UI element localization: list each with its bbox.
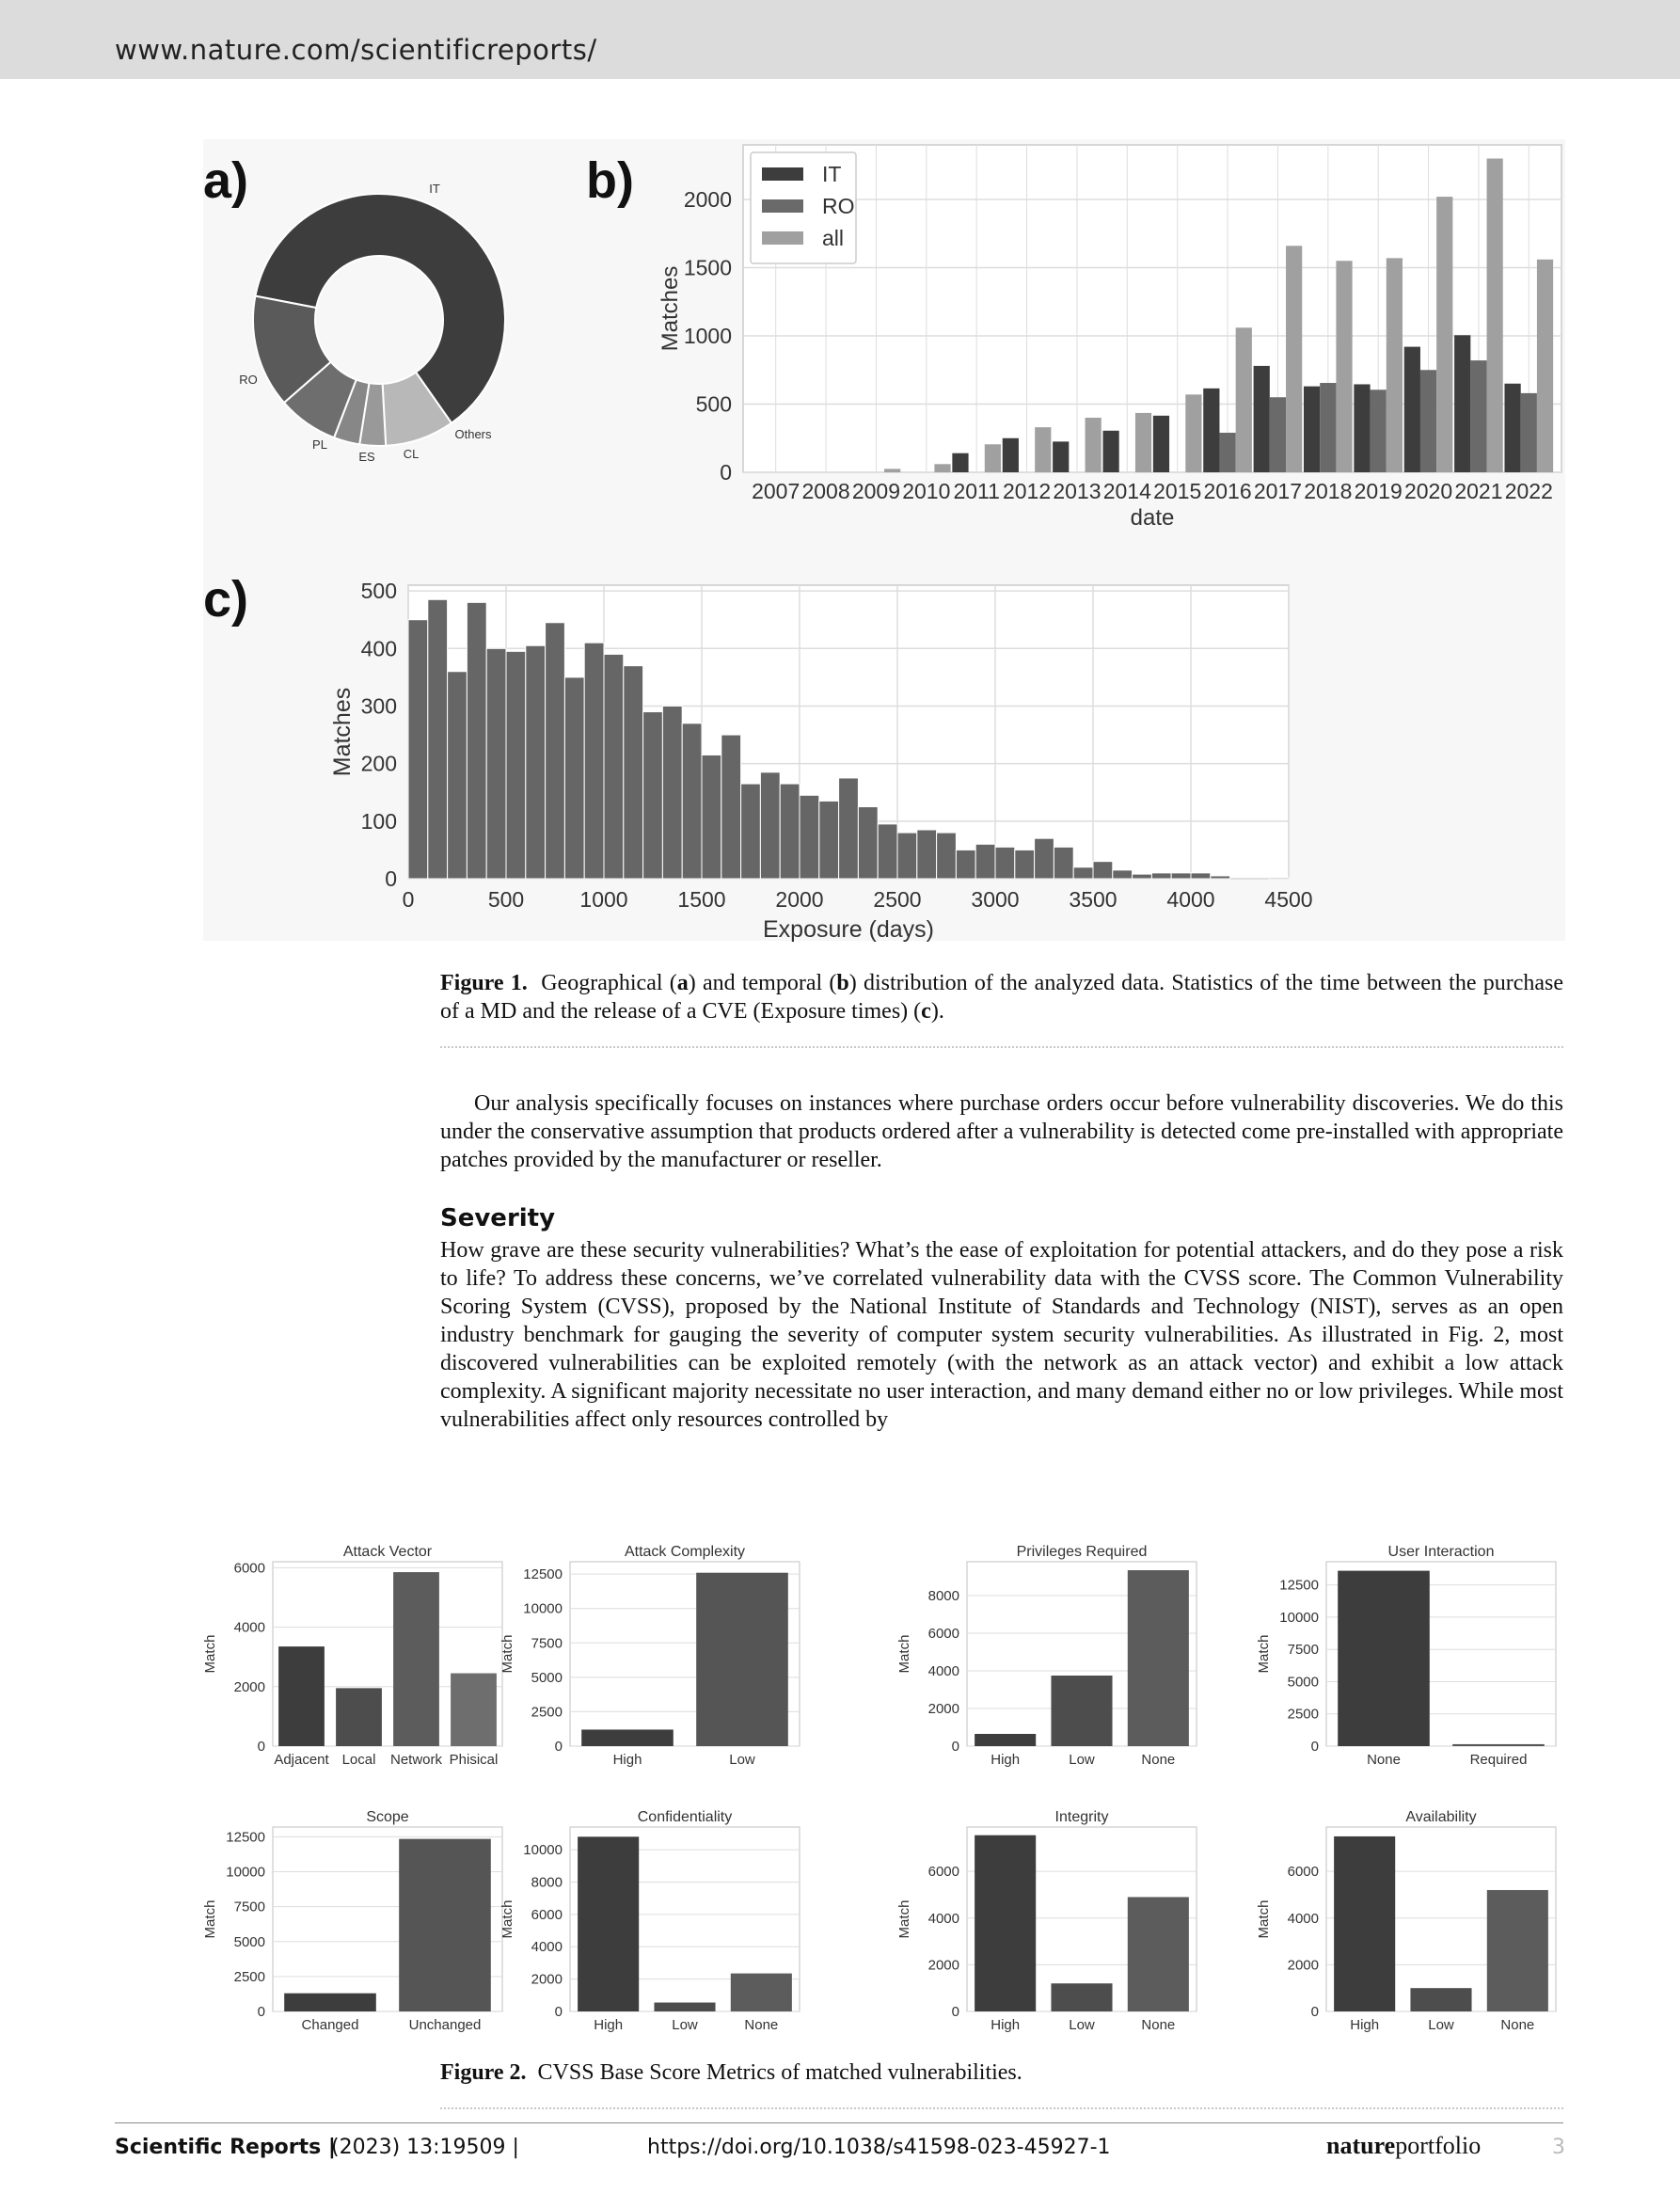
caption-part: b	[836, 971, 849, 995]
bar	[731, 1974, 792, 2011]
x-tick-label: High	[1350, 2017, 1380, 2033]
bar	[1454, 335, 1470, 472]
y-tick-label: 6000	[1287, 1864, 1319, 1881]
x-tick-label: 4000	[1166, 887, 1215, 912]
x-tick-label: 2020	[1403, 479, 1453, 503]
bar	[1371, 389, 1387, 472]
histogram-bar	[624, 666, 643, 879]
histogram-bar	[800, 795, 819, 879]
bar	[1404, 347, 1420, 472]
x-tick-label: None	[1500, 2017, 1535, 2033]
x-tick-label: High	[991, 2017, 1021, 2033]
y-axis-label: Match	[499, 1899, 515, 1939]
y-tick-label: 100	[360, 808, 397, 834]
y-axis-label: Match	[499, 1634, 515, 1674]
y-tick-label: 12500	[1279, 1577, 1319, 1594]
y-tick-label: 2000	[927, 1957, 959, 1974]
y-tick-label: 2500	[531, 1704, 563, 1721]
y-tick-label: 0	[1310, 2004, 1319, 2020]
y-tick-label: 7500	[233, 1899, 265, 1915]
figure-1-caption	[440, 969, 1563, 1025]
bar	[1320, 383, 1336, 472]
caption-part: c	[921, 999, 931, 1024]
histogram-bar	[760, 772, 780, 879]
chart-attack-complexity	[499, 1544, 800, 1768]
panel-label-a: a)	[203, 152, 249, 209]
y-tick-label: 2000	[233, 1678, 265, 1695]
y-tick-label: 200	[360, 751, 397, 776]
footer-journal: Scientific Reports |	[115, 2136, 336, 2159]
bar	[934, 464, 950, 472]
y-tick-label: 6000	[927, 1864, 959, 1881]
histogram-bar	[546, 623, 565, 879]
bar	[696, 1573, 788, 1746]
bar	[952, 453, 968, 472]
histogram-bar	[584, 643, 604, 879]
caption-part: a	[676, 971, 689, 995]
y-tick-label: 0	[554, 1739, 563, 1755]
histogram-bar	[448, 672, 468, 879]
histogram-bar	[1191, 873, 1211, 879]
bar	[1128, 1570, 1189, 1746]
y-tick-label: 500	[360, 579, 397, 604]
histogram-bar	[1171, 873, 1191, 879]
journal-url[interactable]: www.nature.com/scientificreports/	[115, 34, 597, 66]
chart-availability	[1256, 1809, 1556, 2033]
x-tick-label: 2013	[1053, 479, 1102, 503]
legend-swatch	[762, 199, 803, 213]
x-tick-label: 3500	[1069, 887, 1117, 912]
bar	[1338, 1571, 1430, 1746]
histogram-bar	[858, 807, 878, 879]
bar	[1003, 438, 1019, 472]
panel-label-c: c)	[203, 571, 249, 628]
x-tick-label: 3000	[971, 887, 1020, 912]
histogram-bar	[408, 620, 428, 879]
bar	[1387, 258, 1403, 472]
histogram-bar	[1093, 862, 1113, 879]
bar	[336, 1688, 382, 1746]
x-tick-label: 1500	[677, 887, 726, 912]
bar	[975, 1836, 1036, 2011]
y-tick-label: 12500	[523, 1566, 563, 1583]
section-heading-severity: Severity	[440, 1204, 556, 1232]
figure-2	[0, 1524, 1680, 2051]
x-tick-label: 2010	[902, 479, 951, 503]
x-tick-label: Changed	[301, 2017, 359, 2033]
nature-portfolio-logo	[1326, 2132, 1481, 2160]
x-tick-label: 2000	[775, 887, 824, 912]
x-tick-label: 2008	[801, 479, 850, 503]
footer-doi-link[interactable]: https://doi.org/10.1038/s41598-023-45927-1	[647, 2136, 1111, 2159]
body-paragraph-2	[440, 1236, 1563, 1434]
x-tick-label: 2009	[851, 479, 901, 503]
bar	[1334, 1836, 1395, 2011]
x-tick-label: 0	[402, 887, 415, 912]
y-tick-label: 4000	[233, 1619, 265, 1636]
x-tick-label: Network	[389, 1752, 443, 1768]
footer-divider	[115, 2122, 1563, 2123]
bar	[1336, 261, 1352, 472]
y-tick-label: 10000	[1279, 1609, 1319, 1626]
y-tick-label: 0	[385, 866, 397, 891]
chart-attack-vector	[202, 1544, 502, 1768]
y-tick-label: 10000	[523, 1842, 563, 1859]
x-tick-label: Unchanged	[408, 2017, 482, 2033]
bar	[393, 1572, 439, 1746]
y-tick-label: 300	[360, 693, 397, 719]
x-tick-label: 2022	[1504, 479, 1553, 503]
y-tick-label: 2500	[233, 1968, 265, 1985]
y-tick-label: 7500	[1287, 1642, 1319, 1659]
histogram-bar	[1073, 867, 1093, 879]
legend-label: RO	[822, 194, 855, 218]
x-tick-label: None	[1141, 2017, 1176, 2033]
x-tick-label: High	[594, 2017, 624, 2033]
histogram-bar	[1113, 870, 1133, 879]
bar	[1420, 370, 1436, 472]
histogram-bar	[1269, 878, 1289, 879]
slice-label: PL	[312, 437, 327, 452]
histogram-bar	[702, 755, 721, 879]
y-axis-label: Match	[896, 1899, 912, 1939]
histogram-bar	[956, 850, 975, 879]
x-tick-label: Low	[1428, 2017, 1454, 2033]
histogram-bar	[897, 833, 917, 879]
x-tick-label: 2018	[1304, 479, 1353, 503]
x-tick-label: 2017	[1253, 479, 1303, 503]
y-tick-label: 1500	[683, 255, 732, 280]
y-tick-label: 0	[951, 2004, 959, 2020]
y-tick-label: 6000	[233, 1560, 265, 1577]
x-tick-label: High	[991, 1752, 1021, 1768]
chart-title: Privileges Required	[1016, 1544, 1148, 1560]
y-axis-label: Match	[896, 1634, 912, 1674]
histogram-bar	[662, 706, 682, 879]
bar	[1487, 159, 1503, 473]
y-tick-label: 0	[1310, 1739, 1319, 1755]
x-tick-label: Low	[729, 1752, 755, 1768]
histogram-bar	[643, 712, 663, 879]
x-tick-label: 2016	[1203, 479, 1252, 503]
chart-title: Attack Complexity	[624, 1544, 746, 1560]
y-axis-label: Match	[202, 1899, 218, 1939]
bar	[654, 2003, 715, 2011]
bar	[1354, 384, 1370, 472]
y-axis-label: Match	[202, 1634, 218, 1674]
bar	[1452, 1744, 1545, 1746]
bar	[581, 1729, 674, 1746]
x-axis-label: date	[1130, 505, 1175, 531]
bar	[1521, 393, 1537, 472]
x-tick-label: 2011	[953, 479, 1000, 503]
histogram-bar	[741, 784, 761, 879]
x-tick-label: 500	[487, 887, 525, 912]
caption-part: Geographical (	[541, 971, 677, 995]
bar	[1470, 360, 1486, 472]
bar	[1051, 1983, 1112, 2011]
paragraph-text: How grave are these security vulnerabilities? What’s the ease of exploitation for potential attackers, and do they pose a risk to life? To address these concerns, we’ve correlated vulnerability data with the CVSS score. The Common Vulnerability Scoring System (CVSS), proposed by the National Institute of Standards and Technology (NIST), serves as an open industry benchmark for gauging the severity of computer system security vulnerabilities. As illustrated in Fig. 2, most discovered vulnerabilities can be exploited remotely (with the network as an attack vector) and exhibit a low attack complexity. A significant majority necessitate no user interaction, and many demand either no or low privileges. While most vulnerabilities affect only resources controlled by	[440, 1238, 1563, 1432]
caption-part: ) distribution of the analyzed data. Statistics of the time between the purchase of a MD and the release of a CVE (Exposure times) (	[440, 971, 1563, 1024]
chart-title: Availability	[1405, 1809, 1477, 1825]
page-number: 3	[1552, 2136, 1565, 2159]
chart-title: User Interaction	[1387, 1544, 1495, 1560]
body-paragraph-1	[440, 1089, 1563, 1174]
x-tick-label: Low	[1069, 2017, 1095, 2033]
x-tick-label: 2019	[1354, 479, 1403, 503]
histogram-bar	[486, 648, 506, 879]
y-tick-label: 4000	[927, 1910, 959, 1927]
y-tick-label: 500	[695, 391, 732, 417]
y-tick-label: 2000	[1287, 1957, 1319, 1974]
y-tick-label: 7500	[531, 1635, 563, 1652]
histogram-bar	[878, 824, 897, 879]
histogram-bar	[917, 830, 937, 879]
figure-2-caption-text: CVSS Base Score Metrics of matched vulnerabilities.	[537, 2060, 1022, 2085]
chart-integrity	[896, 1809, 1197, 2033]
x-tick-label: Low	[672, 2017, 698, 2033]
x-tick-label: High	[612, 1752, 642, 1768]
bar	[1219, 433, 1235, 472]
slice-label: IT	[429, 182, 440, 196]
histogram-bar	[506, 651, 526, 879]
legend-swatch	[762, 167, 803, 181]
x-tick-label: Phisical	[449, 1752, 499, 1768]
y-tick-label: 4000	[1287, 1910, 1319, 1927]
x-tick-label: 4500	[1264, 887, 1313, 912]
chart-privileges-required	[896, 1544, 1197, 1768]
logo-bold: nature	[1326, 2132, 1396, 2159]
histogram-bar	[604, 654, 624, 879]
bar	[578, 1836, 639, 2011]
y-tick-label: 4000	[927, 1663, 959, 1679]
bar	[1304, 387, 1320, 472]
bar	[1270, 397, 1286, 472]
y-tick-label: 0	[257, 1739, 265, 1755]
x-tick-label: 1000	[579, 887, 628, 912]
chart-title: Attack Vector	[342, 1544, 433, 1560]
x-tick-label: 2012	[1002, 479, 1052, 503]
bar	[1185, 394, 1201, 472]
y-tick-label: 8000	[927, 1588, 959, 1604]
y-tick-label: 5000	[1287, 1674, 1319, 1691]
chart-title: Integrity	[1054, 1809, 1109, 1825]
caption-part: ) and temporal (	[688, 971, 837, 995]
y-tick-label: 0	[720, 460, 732, 485]
bar-chart-by-year	[658, 145, 1561, 531]
x-tick-label: 2021	[1454, 479, 1503, 503]
bar	[451, 1674, 497, 1746]
y-tick-label: 6000	[927, 1626, 959, 1642]
x-tick-label: None	[1367, 1752, 1401, 1768]
x-tick-label: Required	[1469, 1752, 1528, 1768]
histogram-bar	[721, 735, 741, 879]
caption-part: ).	[930, 999, 944, 1024]
histogram-bar	[1133, 874, 1152, 879]
bar	[284, 1994, 376, 2011]
y-tick-label: 0	[554, 2004, 563, 2020]
bar	[1203, 389, 1219, 472]
x-tick-label: Local	[341, 1752, 376, 1768]
y-tick-label: 10000	[226, 1864, 265, 1881]
y-tick-label: 6000	[531, 1906, 563, 1923]
x-axis-label: Exposure (days)	[762, 916, 935, 943]
bar	[884, 469, 900, 472]
y-axis-label: Match	[1256, 1634, 1272, 1674]
y-axis-label: Matches	[658, 265, 683, 352]
figure-2-caption	[440, 2058, 1563, 2087]
y-tick-label: 5000	[531, 1669, 563, 1686]
histogram-bar	[937, 833, 957, 879]
histogram-bar	[1151, 873, 1171, 879]
slice-label: RO	[239, 373, 258, 387]
histogram-bar	[780, 784, 800, 879]
bar	[1436, 197, 1452, 472]
figure-2-caption-label: Figure 2.	[440, 2060, 527, 2085]
y-tick-label: 4000	[531, 1939, 563, 1956]
bar	[1102, 431, 1118, 472]
bar	[278, 1646, 325, 1746]
bar	[1504, 384, 1520, 472]
y-axis-label: Match	[1256, 1899, 1272, 1939]
bar	[1051, 1676, 1112, 1746]
histogram-bar	[1054, 847, 1073, 879]
x-tick-label: 2014	[1102, 479, 1151, 503]
histogram-bar	[1015, 850, 1035, 879]
bar	[1236, 327, 1252, 472]
y-tick-label: 2000	[683, 187, 732, 212]
bar	[985, 444, 1001, 472]
y-tick-label: 0	[951, 1739, 959, 1755]
slice-label: CL	[403, 447, 420, 461]
histogram-bar	[995, 847, 1015, 879]
slice-label: Others	[454, 427, 492, 441]
y-tick-label: 8000	[531, 1874, 563, 1891]
y-tick-label: 5000	[233, 1933, 265, 1950]
bar	[1153, 416, 1169, 472]
y-axis-label: Matches	[329, 687, 356, 777]
y-tick-label: 2500	[1287, 1706, 1319, 1723]
x-tick-label: Low	[1069, 1752, 1095, 1768]
y-tick-label: 12500	[226, 1829, 265, 1846]
histogram-bar	[839, 778, 859, 879]
bar	[1410, 1988, 1471, 2011]
bar	[1254, 366, 1270, 472]
bar	[1053, 441, 1069, 472]
bar	[1128, 1897, 1189, 2011]
bar	[1135, 413, 1151, 472]
histogram-bar	[428, 599, 448, 879]
footer-volume: (2023) 13:19509 |	[331, 2136, 519, 2159]
x-tick-label: Adjacent	[274, 1752, 329, 1768]
bar	[1537, 260, 1553, 472]
y-tick-label: 400	[360, 636, 397, 661]
chart-title: Confidentiality	[637, 1809, 733, 1825]
bar	[1286, 246, 1302, 472]
chart-title: Scope	[366, 1809, 409, 1825]
histogram-bar	[467, 602, 486, 879]
histogram-bar	[1035, 838, 1054, 879]
paragraph-text: Our analysis specifically focuses on instances where purchase orders occur before vulnerability discoveries. We do this under the conservative assumption that products ordered after a vulnerability is detected come pre-installed with appropriate patches provided by the manufacturer or reseller.	[440, 1091, 1563, 1172]
chart-user-interaction	[1256, 1544, 1556, 1768]
x-tick-label: None	[744, 2017, 779, 2033]
y-tick-label: 2000	[927, 1701, 959, 1717]
legend-swatch	[762, 231, 803, 245]
y-tick-label: 10000	[523, 1600, 563, 1617]
x-tick-label: 2007	[752, 479, 800, 503]
caption-divider	[440, 1046, 1563, 1048]
chart-confidentiality	[499, 1809, 800, 2033]
figure-1-caption-label: Figure 1.	[440, 971, 528, 995]
logo-light: portfolio	[1395, 2132, 1482, 2159]
histogram-bar	[526, 645, 546, 879]
x-tick-label: 2015	[1153, 479, 1202, 503]
bar	[975, 1734, 1036, 1746]
x-tick-label: 2500	[873, 887, 922, 912]
y-tick-label: 0	[257, 2004, 265, 2020]
histogram-bar	[682, 723, 702, 879]
bar	[1086, 418, 1102, 472]
figure-1	[0, 0, 1680, 950]
legend-label: all	[822, 226, 845, 250]
y-tick-label: 1000	[683, 324, 732, 348]
caption-divider	[440, 2107, 1563, 2109]
histogram-bar	[564, 677, 584, 879]
histogram-bar	[975, 844, 995, 879]
slice-label: ES	[358, 450, 375, 464]
x-tick-label: None	[1141, 1752, 1176, 1768]
panel-label-b: b)	[586, 152, 634, 209]
bar	[399, 1839, 491, 2011]
bar	[1487, 1890, 1548, 2011]
y-tick-label: 2000	[531, 1971, 563, 1988]
bar	[1035, 427, 1051, 472]
histogram-bar	[1211, 876, 1230, 879]
chart-scope	[202, 1809, 502, 2033]
legend-label: IT	[822, 162, 842, 186]
histogram-bar	[819, 801, 839, 879]
